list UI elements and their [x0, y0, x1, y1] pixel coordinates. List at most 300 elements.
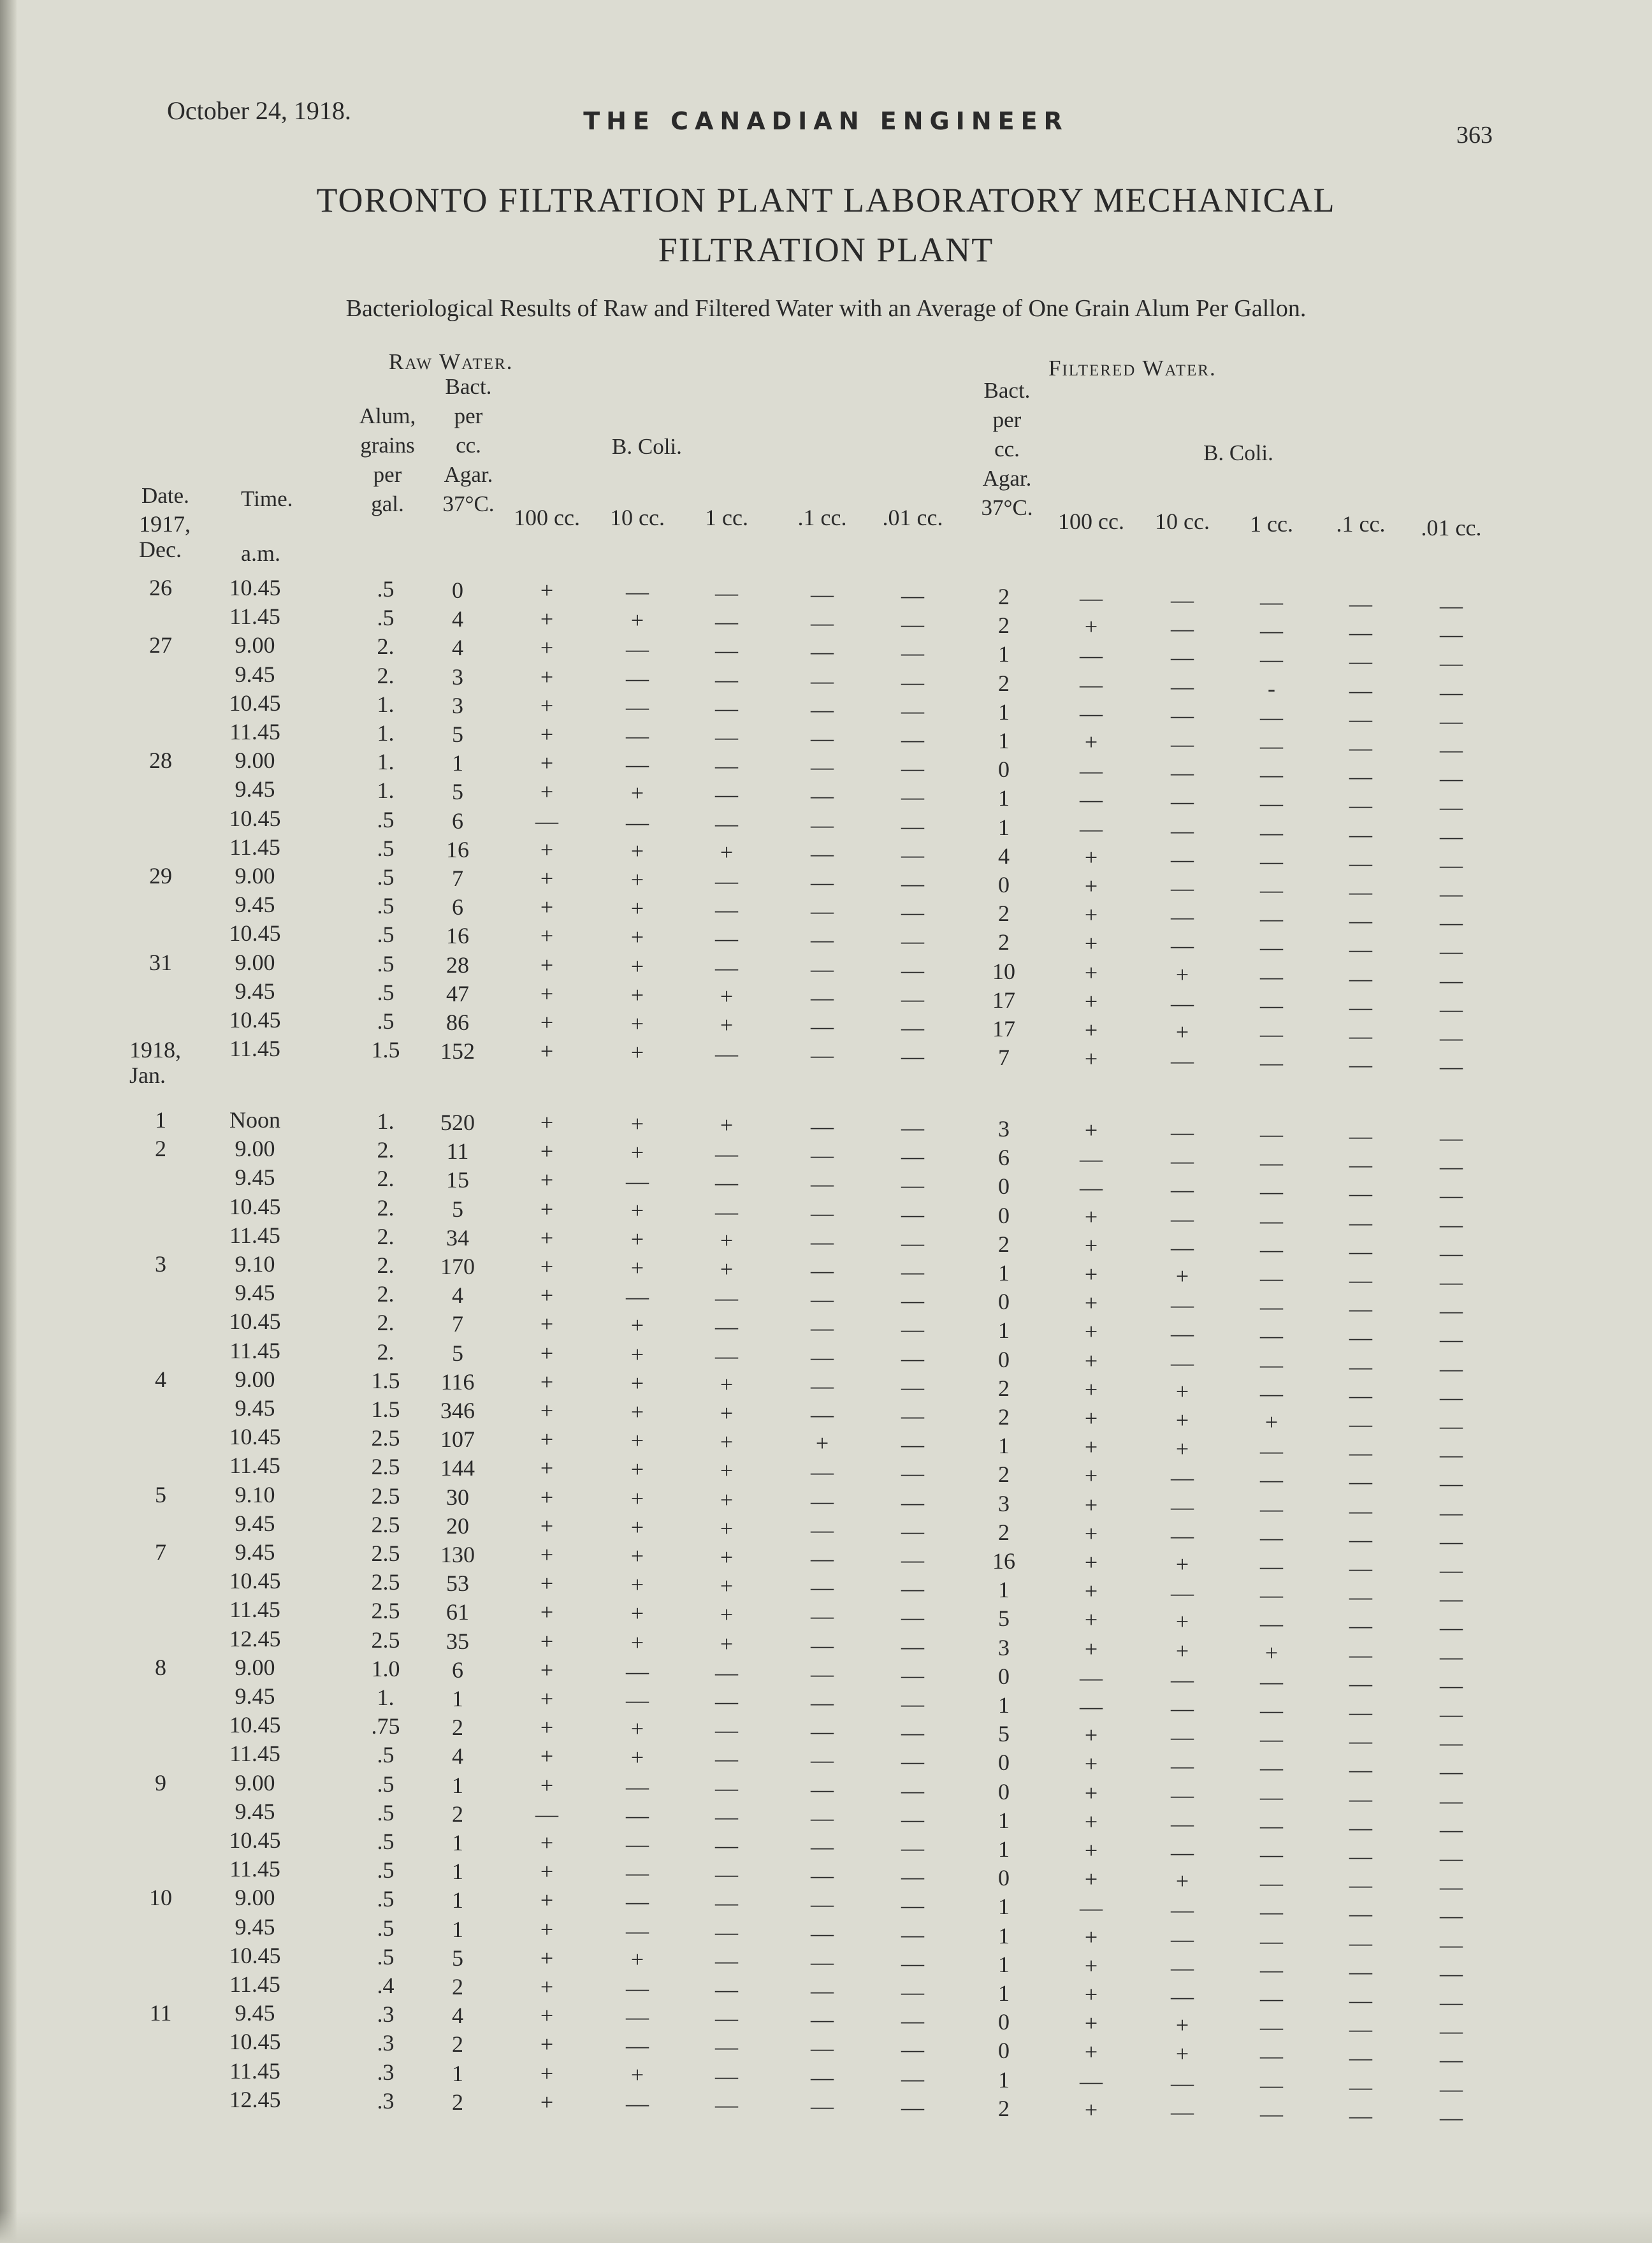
- row-filtered-bcoli-result: —: [1349, 1180, 1372, 1207]
- row-filtered-bcoli-result: —: [1260, 1495, 1283, 1521]
- row-filtered-bcoli-result: —: [1260, 1050, 1283, 1076]
- row-filtered-bcoli-result: +: [1175, 1436, 1189, 1462]
- row-filtered-bcoli-result: —: [1171, 1205, 1194, 1231]
- row-filtered-bcoli-result: +: [1084, 1550, 1098, 1575]
- row-raw-bact-count: 86: [446, 1010, 469, 1035]
- alum-header-line: per: [373, 462, 402, 487]
- row-filtered-bact-count: 2: [998, 1519, 1010, 1545]
- row-filtered-bact-count: 0: [998, 1778, 1010, 1804]
- row-filtered-bcoli-result: —: [1260, 2043, 1283, 2069]
- row-time: 9.45: [235, 1798, 275, 1824]
- row-raw-bcoli-result: —: [715, 2005, 738, 2031]
- row-filtered-bcoli-result: —: [1349, 1670, 1372, 1696]
- row-raw-bact-count: 47: [446, 980, 469, 1006]
- row-time: 10.45: [229, 1007, 281, 1033]
- row-filtered-bcoli-result: —: [1440, 1643, 1463, 1669]
- row-alum-dose: 1.5: [371, 1037, 400, 1063]
- row-filtered-bact-count: 1: [998, 1692, 1010, 1718]
- row-alum-dose: 1.5: [371, 1397, 400, 1422]
- row-raw-bcoli-result: +: [720, 1429, 734, 1455]
- row-filtered-bcoli-result: —: [1349, 936, 1372, 962]
- row-time: 9.45: [235, 892, 275, 918]
- row-raw-bcoli-result: —: [811, 1949, 834, 1975]
- row-filtered-bcoli-result: —: [1080, 671, 1103, 697]
- row-alum-dose: 1.5: [371, 1367, 400, 1393]
- row-raw-bcoli-result: +: [630, 1226, 644, 1252]
- row-raw-bcoli-result: —: [901, 1403, 924, 1428]
- row-raw-bcoli-result: +: [540, 1628, 554, 1654]
- alum-header: [349, 402, 426, 519]
- row-filtered-bact-count: 2: [998, 2095, 1010, 2121]
- row-raw-bcoli-result: +: [630, 1370, 644, 1396]
- row-raw-bcoli-result: —: [901, 928, 924, 954]
- row-raw-bcoli-result: +: [540, 1743, 554, 1769]
- row-alum-dose: .5: [377, 605, 395, 631]
- row-raw-bcoli-result: +: [540, 1830, 554, 1855]
- row-filtered-bcoli-result: —: [1349, 1469, 1372, 1495]
- row-filtered-bact-count: 0: [998, 757, 1010, 783]
- row-filtered-bcoli-result: —: [1440, 1499, 1463, 1525]
- row-raw-bact-count: 1: [452, 2060, 463, 2086]
- row-filtered-bcoli-result: —: [1349, 1152, 1372, 1178]
- row-filtered-bact-count: 0: [998, 1346, 1010, 1372]
- row-filtered-bcoli-result: +: [1084, 1636, 1098, 1662]
- row-filtered-bcoli-result: +: [1084, 1347, 1098, 1374]
- row-raw-bcoli-result: +: [630, 1428, 644, 1454]
- row-raw-bcoli-result: —: [626, 1687, 649, 1713]
- alum-header-line: Alum,: [359, 403, 416, 428]
- row-raw-bcoli-result: +: [720, 1458, 734, 1484]
- row-raw-bcoli-result: +: [540, 1916, 554, 1942]
- row-raw-bcoli-result: —: [811, 1747, 834, 1773]
- row-raw-bcoli-result: —: [715, 1775, 738, 1801]
- row-alum-dose: .5: [377, 1886, 395, 1912]
- row-date: 3: [155, 1251, 166, 1277]
- row-raw-bact-count: 11: [446, 1138, 469, 1165]
- row-filtered-bcoli-result: +: [1084, 1405, 1098, 1431]
- row-filtered-bcoli-result: —: [1260, 1899, 1283, 1925]
- title-line-1: TORONTO FILTRATION PLANT LABORATORY MECHANICAL: [316, 181, 1336, 219]
- row-date: 26: [149, 575, 172, 600]
- row-raw-bcoli-result: —: [715, 1342, 738, 1368]
- row-filtered-bcoli-result: —: [1080, 1694, 1103, 1719]
- row-raw-bcoli-result: —: [715, 1746, 738, 1772]
- raw-bact-header-line: Agar.: [444, 462, 493, 487]
- row-raw-bcoli-result: +: [720, 1486, 734, 1513]
- row-raw-bcoli-result: —: [901, 784, 924, 810]
- row-alum-dose: 2.: [377, 1194, 395, 1221]
- row-filtered-bcoli-result: —: [1260, 1265, 1283, 1291]
- row-raw-bcoli-result: —: [811, 1042, 834, 1068]
- row-date: 29: [149, 863, 172, 889]
- row-alum-dose: 2.5: [371, 1454, 400, 1480]
- row-filtered-bcoli-result: —: [1080, 700, 1103, 726]
- row-filtered-bcoli-result: —: [1260, 906, 1283, 932]
- row-raw-bcoli-result: +: [540, 1455, 554, 1481]
- row-filtered-bcoli-result: —: [1440, 1413, 1463, 1439]
- row-alum-dose: 1.0: [371, 1655, 400, 1681]
- row-filtered-bact-count: 1: [998, 1894, 1010, 1920]
- row-raw-bcoli-result: —: [626, 1773, 649, 1799]
- row-filtered-bcoli-result: —: [1440, 1816, 1463, 1842]
- row-filtered-bcoli-result: —: [1171, 1926, 1194, 1952]
- row-alum-dose: 2.5: [371, 1425, 400, 1451]
- row-filtered-bcoli-result: —: [1260, 1438, 1283, 1464]
- row-raw-bcoli-result: +: [540, 1340, 554, 1366]
- row-filtered-bcoli-result: —: [1440, 1298, 1463, 1324]
- row-filtered-bcoli-result: +: [1175, 961, 1189, 987]
- row-raw-bcoli-result: +: [630, 896, 644, 922]
- row-filtered-bact-count: 3: [998, 1490, 1010, 1516]
- row-filtered-bcoli-result: —: [1440, 1787, 1463, 1813]
- row-raw-bcoli-result: +: [720, 983, 734, 1009]
- row-raw-bcoli-result: +: [630, 1140, 644, 1166]
- row-raw-bcoli-result: —: [901, 1835, 924, 1861]
- row-alum-dose: 2.5: [371, 1627, 400, 1653]
- row-time: 9.45: [235, 1539, 275, 1565]
- row-filtered-bcoli-result: —: [1440, 1442, 1463, 1468]
- row-raw-bact-count: 5: [452, 1340, 463, 1366]
- row-raw-bact-count: 152: [440, 1038, 475, 1064]
- row-alum-dose: 1.: [377, 691, 395, 717]
- row-time: 10.45: [229, 920, 281, 947]
- row-raw-bact-count: 1: [452, 750, 463, 776]
- row-raw-bcoli-result: +: [720, 1012, 734, 1038]
- row-filtered-bcoli-result: —: [1349, 2016, 1372, 2042]
- row-filtered-bcoli-result: +: [1175, 1609, 1189, 1635]
- row-filtered-bcoli-result: —: [1080, 1895, 1103, 1921]
- row-time: 9.00: [235, 863, 275, 889]
- row-raw-bcoli-result: —: [811, 696, 834, 722]
- row-raw-bcoli-result: +: [540, 606, 554, 632]
- filtered-dilution-header: 10 cc.: [1155, 509, 1210, 534]
- row-raw-bcoli-result: +: [540, 1224, 554, 1251]
- row-filtered-bcoli-result: —: [1440, 1845, 1463, 1871]
- row-raw-bcoli-result: —: [715, 1198, 738, 1224]
- filtered-water-header: Filtered Water.: [1048, 356, 1217, 381]
- row-raw-bcoli-result: —: [811, 667, 834, 693]
- row-raw-bcoli-result: +: [540, 923, 554, 949]
- row-filtered-bact-count: 0: [998, 1750, 1010, 1776]
- row-raw-bcoli-result: —: [901, 2065, 924, 2091]
- row-raw-bact-count: 6: [452, 808, 463, 834]
- row-raw-bcoli-result: —: [715, 1285, 738, 1311]
- row-raw-bcoli-result: —: [715, 695, 738, 721]
- row-raw-bcoli-result: —: [626, 1658, 649, 1684]
- row-filtered-bact-count: 0: [998, 1289, 1010, 1315]
- row-raw-bcoli-result: +: [630, 1456, 644, 1483]
- row-alum-dose: .5: [377, 1771, 395, 1797]
- row-filtered-bcoli-result: —: [1260, 1611, 1283, 1637]
- row-raw-bact-count: 53: [446, 1571, 469, 1597]
- row-filtered-bcoli-result: —: [1260, 934, 1283, 961]
- row-raw-bcoli-result: +: [630, 838, 644, 864]
- row-raw-bcoli-result: +: [540, 722, 554, 747]
- row-alum-dose: .5: [377, 979, 395, 1005]
- row-filtered-bcoli-result: —: [1080, 642, 1103, 669]
- month-label: Dec.: [139, 537, 182, 562]
- row-filtered-bcoli-result: —: [1440, 1025, 1463, 1050]
- row-filtered-bcoli-result: —: [1440, 766, 1463, 792]
- row-raw-bact-count: 6: [452, 1657, 463, 1683]
- row-filtered-bcoli-result: +: [1175, 1263, 1189, 1289]
- row-raw-bcoli-result: —: [901, 1015, 924, 1040]
- raw-bcoli-header: B. Coli.: [612, 434, 682, 459]
- row-raw-bcoli-result: +: [630, 1543, 644, 1569]
- row-filtered-bcoli-result: +: [1084, 1722, 1098, 1748]
- row-raw-bact-count: 2: [452, 2031, 463, 2058]
- raw-bact-header-line: Bact.: [445, 374, 492, 399]
- row-filtered-bcoli-result: —: [1349, 1440, 1372, 1466]
- row-filtered-bcoli-result: —: [1260, 1553, 1283, 1579]
- page-bottom-shadow: [0, 2211, 1652, 2243]
- row-raw-bcoli-result: +: [540, 1138, 554, 1165]
- row-filtered-bcoli-result: +: [1084, 902, 1098, 928]
- row-filtered-bcoli-result: —: [1349, 1584, 1372, 1610]
- row-raw-bact-count: 61: [446, 1599, 469, 1625]
- row-raw-bact-count: 2: [452, 1801, 463, 1827]
- row-raw-bact-count: 35: [446, 1628, 469, 1654]
- row-raw-bact-count: 144: [440, 1455, 475, 1481]
- row-filtered-bcoli-result: —: [1349, 1325, 1372, 1351]
- raw-dilution-header: .01 cc.: [882, 505, 943, 530]
- row-raw-bcoli-result: +: [540, 2031, 554, 2058]
- title-line-2: FILTRATION PLANT: [658, 231, 994, 269]
- row-raw-bcoli-result: +: [540, 2060, 554, 2086]
- filtered-dilution-header: 1 cc.: [1250, 511, 1293, 537]
- row-filtered-bact-count: 0: [998, 1173, 1010, 1200]
- row-raw-bcoli-result: —: [715, 2063, 738, 2089]
- row-raw-bcoli-result: —: [811, 1459, 834, 1485]
- row-raw-bcoli-result: —: [811, 725, 834, 751]
- row-raw-bcoli-result: —: [811, 1920, 834, 1946]
- row-filtered-bcoli-result: —: [1440, 1874, 1463, 1900]
- row-time: 10.45: [229, 690, 281, 716]
- row-filtered-bcoli-result: +: [1084, 729, 1098, 755]
- row-raw-bcoli-result: —: [715, 1314, 738, 1340]
- row-alum-dose: 2.5: [371, 1511, 400, 1537]
- row-raw-bcoli-result: —: [811, 1690, 834, 1715]
- row-filtered-bcoli-result: —: [1440, 794, 1463, 820]
- raw-dilution-header: 1 cc.: [705, 505, 748, 530]
- row-time: 9.10: [235, 1251, 275, 1277]
- table-subtitle: Bacteriological Results of Raw and Filtered Water with an Average of One Grain Alum Per Gallon.: [345, 295, 1307, 322]
- row-raw-bcoli-result: +: [540, 1196, 554, 1222]
- row-filtered-bcoli-result: +: [1084, 1290, 1098, 1316]
- row-raw-bcoli-result: +: [540, 1657, 554, 1683]
- row-filtered-bcoli-result: —: [1171, 587, 1194, 613]
- page-binding-edge: [0, 0, 17, 2243]
- row-raw-bcoli-result: —: [715, 1947, 738, 1973]
- row-filtered-bcoli-result: —: [1440, 996, 1463, 1022]
- row-raw-bcoli-result: —: [901, 1921, 924, 1947]
- row-raw-bcoli-result: +: [720, 1371, 734, 1397]
- row-raw-bact-count: 5: [452, 722, 463, 747]
- row-filtered-bcoli-result: —: [1171, 2070, 1194, 2096]
- row-raw-bact-count: 107: [440, 1426, 475, 1453]
- row-filtered-bcoli-result: —: [1440, 1903, 1463, 1929]
- row-raw-bcoli-result: +: [815, 1430, 829, 1456]
- row-raw-bcoli-result: —: [901, 1345, 924, 1371]
- row-filtered-bcoli-result: —: [1171, 1580, 1194, 1606]
- row-filtered-bcoli-result: —: [1171, 2098, 1194, 2124]
- row-raw-bcoli-result: +: [540, 1513, 554, 1539]
- row-filtered-bact-count: 0: [998, 1202, 1010, 1228]
- row-filtered-bcoli-result: +: [1084, 844, 1098, 870]
- row-raw-bcoli-result: —: [901, 1374, 924, 1400]
- row-filtered-bcoli-result: —: [1260, 819, 1283, 845]
- journal-name: THE CANADIAN ENGINEER: [583, 107, 1069, 135]
- row-filtered-bcoli-result: +: [1264, 1639, 1279, 1666]
- row-filtered-bact-count: 2: [998, 670, 1010, 696]
- row-filtered-bcoli-result: —: [1260, 1294, 1283, 1320]
- row-raw-bcoli-result: —: [901, 1748, 924, 1775]
- row-filtered-bcoli-result: —: [1440, 1701, 1463, 1727]
- row-filtered-bcoli-result: —: [1440, 1326, 1463, 1353]
- row-filtered-bcoli-result: —: [1349, 1872, 1372, 1898]
- row-raw-bcoli-result: +: [630, 1629, 644, 1655]
- row-filtered-bcoli-result: —: [1349, 1613, 1372, 1639]
- row-filtered-bcoli-result: —: [1171, 644, 1194, 671]
- row-filtered-bcoli-result: —: [1349, 1296, 1372, 1322]
- row-alum-dose: 2.: [377, 1223, 395, 1249]
- row-raw-bcoli-result: +: [630, 1040, 644, 1066]
- row-alum-dose: .5: [377, 1857, 395, 1884]
- row-raw-bact-count: 1: [452, 1887, 463, 1913]
- row-filtered-bcoli-result: —: [1349, 1814, 1372, 1840]
- row-filtered-bcoli-result: —: [1440, 1528, 1463, 1554]
- row-raw-bcoli-result: —: [715, 1977, 738, 2002]
- row-raw-bact-count: 7: [452, 1311, 463, 1337]
- row-filtered-bcoli-result: +: [1084, 1780, 1098, 1806]
- row-filtered-bcoli-result: —: [1260, 589, 1283, 614]
- row-raw-bcoli-result: —: [901, 1806, 924, 1832]
- row-filtered-bact-count: 2: [998, 584, 1010, 609]
- row-filtered-bcoli-result: —: [1080, 1146, 1103, 1172]
- row-filtered-bcoli-result: —: [1260, 963, 1283, 989]
- row-filtered-bcoli-result: —: [1171, 990, 1194, 1016]
- row-raw-bcoli-result: +: [630, 1399, 644, 1425]
- row-filtered-bcoli-result: +: [1084, 1808, 1098, 1834]
- row-filtered-bcoli-result: —: [1171, 702, 1194, 728]
- row-raw-bact-count: 4: [452, 1282, 463, 1309]
- filtered-bact-header: [969, 376, 1045, 523]
- time-header: Time.: [241, 486, 293, 511]
- row-raw-bact-count: 1: [452, 1830, 463, 1855]
- row-filtered-bcoli-result: —: [1260, 1841, 1283, 1867]
- row-filtered-bcoli-result: —: [1349, 1757, 1372, 1783]
- row-date: 31: [149, 949, 172, 975]
- row-raw-bcoli-result: +: [630, 1572, 644, 1598]
- row-time: 9.45: [235, 1280, 275, 1306]
- row-time: 11.45: [229, 1222, 280, 1248]
- row-filtered-bcoli-result: —: [1349, 1209, 1372, 1235]
- row-filtered-bcoli-result: —: [1171, 1177, 1194, 1203]
- row-alum-dose: 1.: [377, 1108, 395, 1134]
- row-raw-bcoli-result: —: [715, 954, 738, 980]
- row-raw-bcoli-result: —: [901, 727, 924, 752]
- row-filtered-bact-count: 3: [998, 1634, 1010, 1660]
- row-alum-dose: 2.: [377, 1281, 395, 1307]
- row-raw-bcoli-result: +: [540, 1110, 554, 1135]
- row-raw-bcoli-result: —: [811, 1488, 834, 1514]
- row-filtered-bcoli-result: —: [1349, 1267, 1372, 1293]
- row-filtered-bcoli-result: —: [1171, 616, 1194, 642]
- row-filtered-bcoli-result: +: [1084, 1232, 1098, 1258]
- row-filtered-bact-count: 1: [998, 1577, 1010, 1603]
- row-raw-bact-count: 2: [452, 1974, 463, 2000]
- row-raw-bcoli-result: —: [626, 579, 649, 604]
- row-alum-dose: .3: [377, 2087, 395, 2114]
- row-raw-bcoli-result: —: [811, 1718, 834, 1745]
- row-time: 9.00: [235, 1654, 275, 1680]
- row-raw-bcoli-result: —: [811, 1142, 834, 1168]
- row-filtered-bcoli-result: —: [1440, 2075, 1463, 2101]
- row-alum-dose: .3: [377, 2030, 395, 2056]
- row-raw-bact-count: 5: [452, 779, 463, 805]
- row-raw-bcoli-result: —: [901, 1432, 924, 1458]
- row-filtered-bcoli-result: —: [1440, 708, 1463, 734]
- row-filtered-bact-count: 1: [998, 699, 1010, 725]
- row-raw-bcoli-result: +: [540, 980, 554, 1006]
- row-raw-bcoli-result: —: [901, 1518, 924, 1544]
- row-filtered-bact-count: 4: [998, 843, 1010, 869]
- row-time: 11.45: [229, 719, 280, 744]
- row-alum-dose: .3: [377, 2059, 395, 2085]
- row-filtered-bcoli-result: —: [1349, 1958, 1372, 1984]
- row-filtered-bcoli-result: +: [1084, 1924, 1098, 1950]
- row-alum-dose: 2.: [377, 662, 395, 688]
- row-raw-bcoli-result: +: [720, 1630, 734, 1657]
- row-filtered-bcoli-result: +: [1175, 1378, 1189, 1404]
- row-raw-bcoli-result: +: [540, 1772, 554, 1798]
- row-time: 9.00: [235, 632, 275, 658]
- row-raw-bcoli-result: —: [715, 781, 738, 808]
- row-filtered-bcoli-result: —: [1260, 1179, 1283, 1205]
- row-raw-bcoli-result: —: [811, 2093, 834, 2119]
- row-filtered-bcoli-result: —: [1171, 731, 1194, 757]
- row-filtered-bcoli-result: —: [1440, 910, 1463, 936]
- row-filtered-bcoli-result: —: [1440, 1182, 1463, 1209]
- filtered-bcoli-header: B. Coli.: [1203, 440, 1273, 465]
- row-filtered-bcoli-result: —: [1349, 620, 1372, 646]
- row-filtered-bcoli-result: —: [1260, 1755, 1283, 1781]
- row-filtered-bact-count: 2: [998, 1375, 1010, 1401]
- row-raw-bcoli-result: —: [901, 611, 924, 637]
- row-raw-bcoli-result: +: [540, 1282, 554, 1309]
- row-raw-bcoli-result: —: [901, 697, 924, 723]
- row-filtered-bcoli-result: —: [1440, 2018, 1463, 2044]
- row-raw-bcoli-result: —: [901, 1576, 924, 1602]
- row-filtered-bcoli-result: —: [1440, 1125, 1463, 1151]
- row-raw-bcoli-result: —: [715, 580, 738, 606]
- row-filtered-bcoli-result: —: [1349, 1526, 1372, 1552]
- row-filtered-bcoli-result: —: [1440, 938, 1463, 964]
- row-filtered-bcoli-result: —: [1349, 879, 1372, 904]
- alum-header-line: gal.: [371, 491, 404, 516]
- row-raw-bcoli-result: —: [901, 1950, 924, 1976]
- row-filtered-bact-count: 1: [998, 1951, 1010, 1977]
- row-alum-dose: .5: [377, 893, 395, 919]
- row-filtered-bcoli-result: —: [1171, 1349, 1194, 1376]
- row-raw-bact-count: 4: [452, 606, 463, 632]
- row-filtered-bcoli-result: —: [1349, 1353, 1372, 1379]
- raw-water-header: Raw Water.: [389, 349, 514, 374]
- row-filtered-bact-count: 0: [998, 2009, 1010, 2035]
- row-time: 9.00: [235, 949, 275, 975]
- row-filtered-bcoli-result: +: [1084, 873, 1098, 899]
- row-filtered-bcoli-result: —: [1260, 1121, 1283, 1147]
